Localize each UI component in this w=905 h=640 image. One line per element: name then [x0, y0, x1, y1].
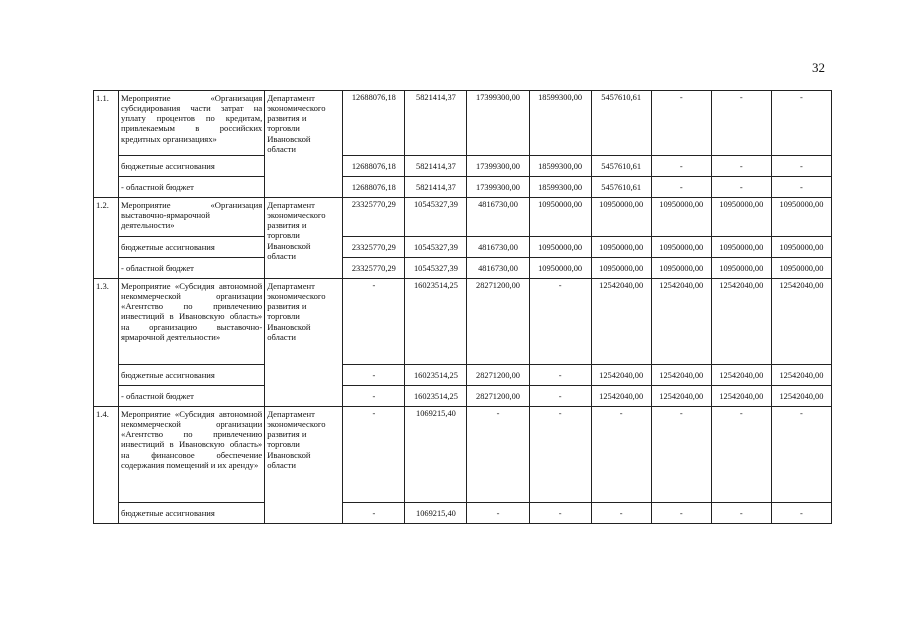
measure-row: [94, 91, 832, 156]
value-cell: 28271200,00: [467, 365, 529, 386]
row-index: 1.1.: [94, 91, 119, 198]
value-cell: 17399300,00: [467, 91, 529, 156]
value-cell: 12542040,00: [651, 386, 711, 407]
value-cell: 12542040,00: [771, 365, 831, 386]
value-cell: -: [343, 386, 405, 407]
value-cell: 18599300,00: [529, 91, 591, 156]
value-cell: 12688076,18: [343, 177, 405, 198]
value-cell: 5457610,61: [591, 91, 651, 156]
value-cell: 4816730,00: [467, 198, 529, 237]
value-cell: -: [529, 407, 591, 503]
value-cell: 18599300,00: [529, 177, 591, 198]
value-cell: -: [651, 503, 711, 524]
value-cell: 1069215,40: [405, 503, 467, 524]
value-cell: -: [591, 407, 651, 503]
responsible-department: Департамент экономического развития и торговли Ивановской области: [265, 407, 343, 524]
value-cell: 5821414,37: [405, 91, 467, 156]
value-cell: -: [711, 91, 771, 156]
funding-label: бюджетные ассигнования: [119, 156, 265, 177]
measure-row: [94, 407, 832, 503]
funding-label: - областной бюджет: [119, 258, 265, 279]
value-cell: -: [711, 503, 771, 524]
value-cell: -: [529, 279, 591, 365]
budget-subrow: [94, 177, 832, 198]
budget-subrow: [94, 386, 832, 407]
value-cell: 10950000,00: [771, 198, 831, 237]
value-cell: 10950000,00: [771, 258, 831, 279]
value-cell: 5457610,61: [591, 156, 651, 177]
row-index: 1.3.: [94, 279, 119, 407]
value-cell: -: [651, 91, 711, 156]
value-cell: 23325770,29: [343, 237, 405, 258]
funding-label: бюджетные ассигнования: [119, 237, 265, 258]
responsible-department: Департамент экономического развития и торговли Ивановской области: [265, 198, 343, 279]
value-cell: 10950000,00: [771, 237, 831, 258]
value-cell: -: [711, 177, 771, 198]
value-cell: 12542040,00: [651, 365, 711, 386]
value-cell: 10950000,00: [651, 258, 711, 279]
value-cell: -: [343, 407, 405, 503]
value-cell: -: [529, 386, 591, 407]
value-cell: -: [771, 156, 831, 177]
value-cell: -: [467, 503, 529, 524]
value-cell: 12542040,00: [771, 386, 831, 407]
value-cell: 10950000,00: [711, 198, 771, 237]
value-cell: 10950000,00: [529, 258, 591, 279]
value-cell: 10545327,39: [405, 258, 467, 279]
value-cell: -: [771, 91, 831, 156]
value-cell: -: [771, 177, 831, 198]
value-cell: 18599300,00: [529, 156, 591, 177]
value-cell: 4816730,00: [467, 237, 529, 258]
funding-label: - областной бюджет: [119, 177, 265, 198]
budget-subrow: [94, 503, 832, 524]
value-cell: 10950000,00: [591, 198, 651, 237]
measure-description: Мероприятие «Организация субсидирования части затрат на уплату процентов по кредитам, привлекаемым в российских кредитных организациях»: [119, 91, 265, 156]
value-cell: 10950000,00: [651, 198, 711, 237]
value-cell: 12542040,00: [711, 386, 771, 407]
value-cell: -: [711, 156, 771, 177]
value-cell: -: [651, 177, 711, 198]
value-cell: 28271200,00: [467, 386, 529, 407]
value-cell: -: [529, 503, 591, 524]
budget-subrow: [94, 237, 832, 258]
value-cell: -: [343, 365, 405, 386]
value-cell: 5821414,37: [405, 156, 467, 177]
value-cell: 10950000,00: [591, 237, 651, 258]
value-cell: -: [591, 503, 651, 524]
measure-description: Мероприятие «Организация выставочно-ярмарочной деятельности»: [119, 198, 265, 237]
value-cell: 16023514,25: [405, 279, 467, 365]
value-cell: -: [529, 365, 591, 386]
value-cell: 12542040,00: [651, 279, 711, 365]
page-number: 32: [812, 60, 825, 75]
value-cell: 12542040,00: [711, 279, 771, 365]
budget-subrow: [94, 258, 832, 279]
funding-label: - областной бюджет: [119, 386, 265, 407]
value-cell: 17399300,00: [467, 177, 529, 198]
value-cell: 28271200,00: [467, 279, 529, 365]
measure-description: Мероприятие «Субсидия автономной некоммерческой организации «Агентство по привлечению инвестиций в Ивановскую область» на организацию выставочно-ярмарочной деятельности»: [119, 279, 265, 365]
value-cell: 12542040,00: [591, 279, 651, 365]
value-cell: 17399300,00: [467, 156, 529, 177]
responsible-department: Департамент экономического развития и торговли Ивановской области: [265, 91, 343, 198]
value-cell: 16023514,25: [405, 386, 467, 407]
funding-label: бюджетные ассигнования: [119, 365, 265, 386]
value-cell: 12542040,00: [771, 279, 831, 365]
value-cell: -: [467, 407, 529, 503]
value-cell: 1069215,40: [405, 407, 467, 503]
value-cell: 16023514,25: [405, 365, 467, 386]
value-cell: 12542040,00: [711, 365, 771, 386]
measure-row: [94, 279, 832, 365]
row-index: 1.4.: [94, 407, 119, 524]
value-cell: 10950000,00: [651, 237, 711, 258]
budget-table: [93, 90, 832, 524]
value-cell: -: [771, 503, 831, 524]
budget-subrow: [94, 365, 832, 386]
value-cell: 10950000,00: [711, 258, 771, 279]
value-cell: 10950000,00: [711, 237, 771, 258]
value-cell: -: [343, 503, 405, 524]
value-cell: 23325770,29: [343, 258, 405, 279]
row-index: 1.2.: [94, 198, 119, 279]
measure-description: Мероприятие «Субсидия автономной некоммерческой организации «Агентство по привлечению инвестиций в Ивановскую область» на финансовое обеспечение содержания помещений и их аренду»: [119, 407, 265, 503]
value-cell: 12688076,18: [343, 91, 405, 156]
value-cell: -: [651, 407, 711, 503]
value-cell: 10950000,00: [529, 198, 591, 237]
value-cell: 10950000,00: [529, 237, 591, 258]
value-cell: 12542040,00: [591, 386, 651, 407]
measure-row: [94, 198, 832, 237]
value-cell: -: [711, 407, 771, 503]
value-cell: 12542040,00: [591, 365, 651, 386]
value-cell: -: [771, 407, 831, 503]
value-cell: 5457610,61: [591, 177, 651, 198]
responsible-department: Департамент экономического развития и торговли Ивановской области: [265, 279, 343, 407]
budget-subrow: [94, 156, 832, 177]
value-cell: 10950000,00: [591, 258, 651, 279]
value-cell: 10545327,39: [405, 237, 467, 258]
value-cell: 12688076,18: [343, 156, 405, 177]
funding-label: бюджетные ассигнования: [119, 503, 265, 524]
value-cell: 23325770,29: [343, 198, 405, 237]
value-cell: -: [343, 279, 405, 365]
value-cell: -: [651, 156, 711, 177]
value-cell: 10545327,39: [405, 198, 467, 237]
value-cell: 4816730,00: [467, 258, 529, 279]
value-cell: 5821414,37: [405, 177, 467, 198]
